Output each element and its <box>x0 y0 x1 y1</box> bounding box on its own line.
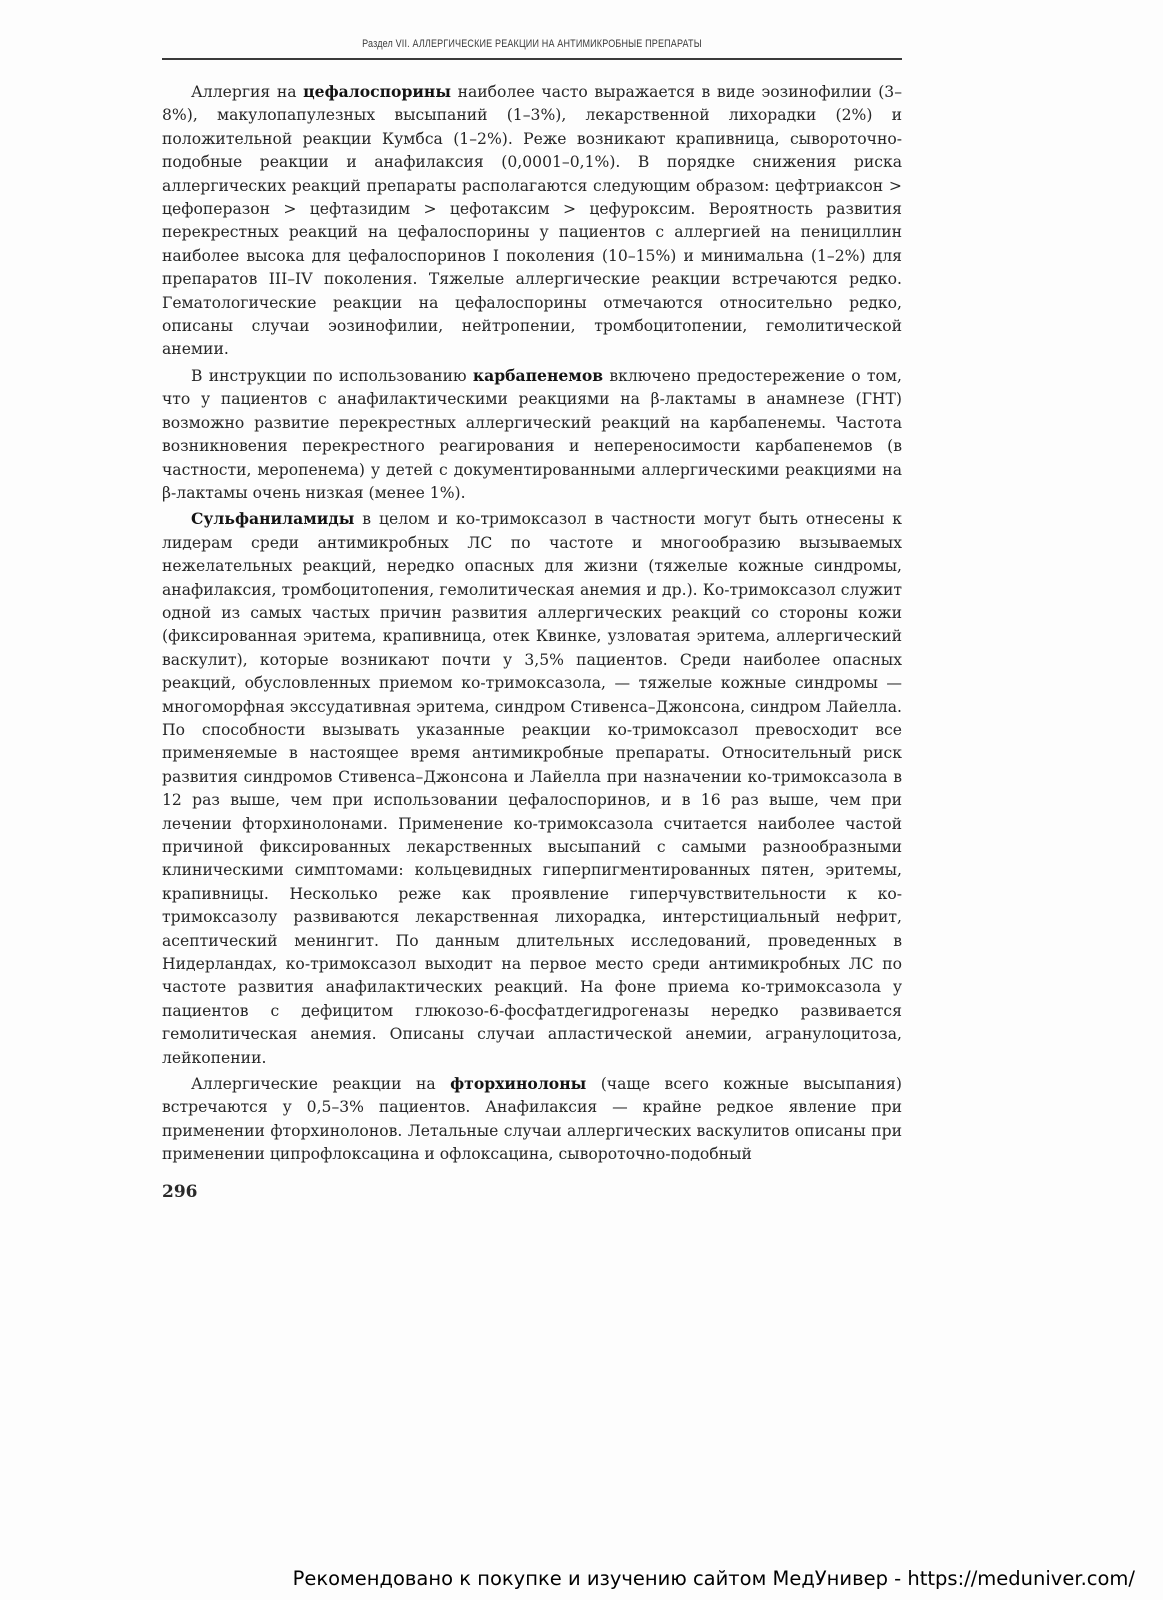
running-head: Раздел VII. АЛЛЕРГИЧЕСКИЕ РЕАКЦИИ НА АНТИМИКРОБНЫЕ ПРЕПАРАТЫ <box>362 38 702 50</box>
paragraph-keyword: Сульфаниламиды <box>191 509 355 529</box>
paragraph-text: (чаще всего кожные высыпания) встречаются у 0,5–3% пациентов. Анафилаксия — крайне редкое явление при применении фторхинолонов. Летальные случаи аллергических васкулитов описаны при применении ципрофлоксацина и офлоксацина, сывороточно-подобный <box>162 1075 902 1164</box>
paragraph-keyword: карбапенемов <box>472 365 604 385</box>
paragraph-text: Аллергические реакции на <box>191 1075 451 1094</box>
paragraph-keyword: цефалоспорины <box>303 82 451 101</box>
paragraph-text: наиболее часто выражается в виде эозинофилии (3–8%), макулопапулезных высыпаний (1–3%), лекарственной лихорадки (2%) и положительной реакции Кумбса (1–2%). Реже возникают крапивница, сывороточно-подобные реакции и анафилаксия (0,0001–0,1%). В порядке снижения риска аллергических реакций препараты располагаются следующим образом: цефтриаксон > цефоперазон > цефтазидим > цефотаксим > цефуроксим. Вероятность развития перекрестных реакций на цефалоспорины у пациентов с аллергией на пенициллин наиболее высока для цефалоспоринов I поколения (10–15%) и минимальна (1–2%) для препаратов III–IV поколения. Тяжелые аллергические реакции встречаются редко. Гематологические реакции на цефалоспорины отмечаются относительно редко, описаны случаи эозинофилии, нейтропении, тромбоцитопении, гемолитической анемии. <box>162 83 902 359</box>
paragraph-cephalosporins <box>162 80 902 362</box>
paragraph-sulfonamides <box>162 507 902 1070</box>
body-text <box>162 80 902 1169</box>
paragraph-text: в целом и ко-тримоксазол в частности могут быть отнесены к лидерам среди антимикробных ЛС по частоте и многообразию вызываемых нежелательных реакций, нередко опасных для жизни (тяжелые кожные синдромы, анафилаксия, тромбоцитопения, гемолитическая анемия и др.). Ко-тримоксазол служит одной из самых частых причин развития аллергических реакций со стороны кожи (фиксированная эритема, крапивница, отек Квинке, узловатая эритема, аллергический васкулит), которые возникают почти у 3,5% пациентов. Среди наиболее опасных реакций, обусловленных приемом ко-тримоксазола, — тяжелые кожные синдромы — многоморфная экссудативная эритема, синдром Стивенса–Джонсона, синдром Лайелла. По способности вызывать указанные реакции ко-тримоксазол превосходит все применяемые в настоящее время антимикробные препараты. Относительный риск развития синдромов Стивенса–Джонсона и Лайелла при назначении ко-тримоксазола в 12 раз выше, чем при использовании цефалоспоринов, и в 16 раз выше, чем при лечении фторхинолонами. Применение ко-тримоксазола считается наиболее частой причиной фиксированных лекарственных высыпаний с самыми разнообразными клиническими симптомами: кольцевидных гиперпигментированных пятен, эритемы, крапивницы. Несколько реже как проявление гиперчувствительности к ко-тримоксазолу развиваются лекарственная лихорадка, интерстициальный нефрит, асептический менингит. По данным длительных исследований, проведенных в Нидерландах, ко-тримоксазол выходит на первое место среди антимикробных ЛС по частоте развития анафилактических реакций. На фоне приема ко-тримоксазола у пациентов с дефицитом глюкозо-6-фосфатдегидрогеназы нередко развивается гемолитическая анемия. Описаны случаи апластической анемии, агранулоцитоза, лейкопении. <box>162 510 902 1067</box>
header-rule <box>162 58 902 60</box>
footer-watermark-note: Рекомендовано к покупке и изучению сайтом МедУнивер - https://meduniver.com/ <box>292 1567 1135 1590</box>
paragraph-text: Аллергия на <box>191 83 304 101</box>
page-number: 296 <box>162 1182 198 1202</box>
paragraph-fluoroquinolones <box>162 1072 902 1167</box>
paragraph-keyword: фторхинолоны <box>450 1074 587 1094</box>
paragraph-text: включено предостережение о том, что у пациентов с анафилактическими реакциями на β-лактамы в анамнезе (ГНТ) возможно развитие перекрестных аллергический реакций на карбапенемы. Частота возникновения перекрестного реагирования и непереносимости карбапенемов (в частности, меропенема) у детей с документированными аллергическими реакциями на β-лактамы очень низкая (менее 1%). <box>162 366 902 502</box>
paragraph-carbapenems <box>162 364 902 505</box>
paragraph-text: В инструкции по использованию <box>191 366 473 385</box>
